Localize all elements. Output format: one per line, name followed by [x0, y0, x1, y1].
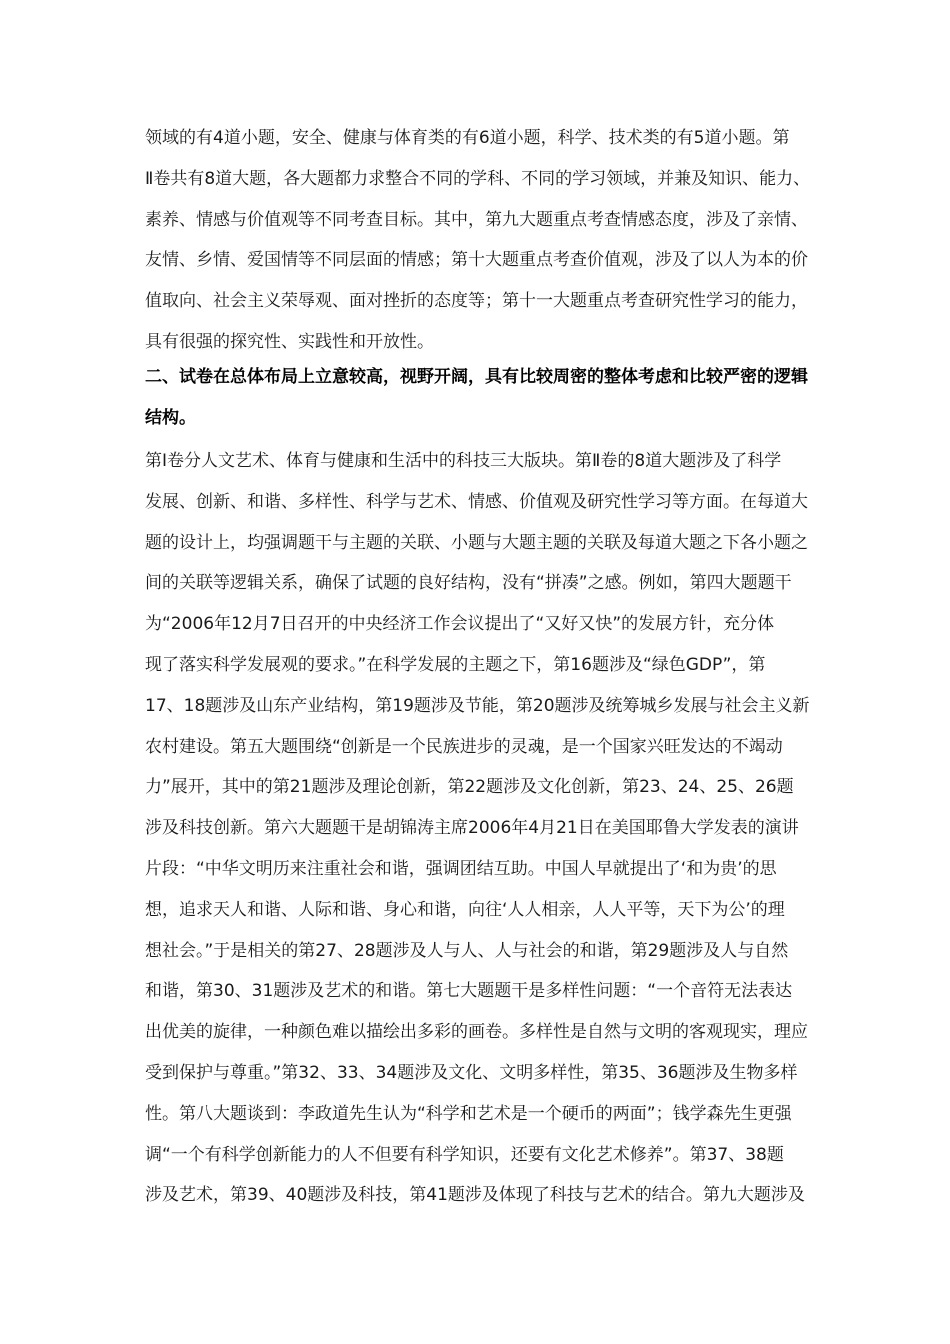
text-line: 友情、乡情、爱国情等不同层面的情感；第十大题重点考查价值观，涉及了以人为本的价: [145, 250, 808, 271]
text-line: 为“2006年12月7日召开的中央经济工作会议提出了“又好又快”的发展方针，充分体: [145, 614, 775, 635]
heading-line: 结构。: [145, 407, 196, 428]
text-line: 发展、创新、和谐、多样性、科学与艺术、情感、价值观及研究性学习等方面。在每道大: [145, 491, 808, 512]
text-line: 想社会。”于是相关的第27、28题涉及人与人、人与社会的和谐，第29题涉及人与自然: [145, 940, 789, 961]
text-line: 17、18题涉及山东产业结构，第19题涉及节能，第20题涉及统筹城乡发展与社会主义新: [145, 695, 810, 716]
text-line: 值取向、社会主义荣辱观、面对挫折的态度等；第十一大题重点考查研究性学习的能力，: [145, 291, 808, 312]
text-line: 性。第八大题谈到：李政道先生认为“科学和艺术是一个硬币的两面”；钱学森先生更强: [145, 1103, 792, 1124]
text-line: 调“一个有科学创新能力的人不但要有科学知识，还要有文化艺术修养”。第37、38题: [145, 1144, 784, 1165]
section-heading-2: [145, 357, 825, 439]
text-line: 片段：“中华文明历来注重社会和谐，强调团结互助。中国人早就提出了‘和为贵’的思: [145, 858, 777, 879]
text-line: 具有很强的探究性、实践性和开放性。: [145, 331, 434, 352]
text-line: 农村建设。第五大题围绕“创新是一个民族进步的灵魂，是一个国家兴旺发达的不竭动: [145, 736, 783, 757]
text-line: 出优美的旋律，一种颜色难以描绘出多彩的画卷。多样性是自然与文明的客观现实，理应: [145, 1022, 808, 1043]
text-line: 涉及艺术，第39、40题涉及科技，第41题涉及体现了科技与艺术的结合。第九大题涉及: [145, 1185, 805, 1206]
text-line: 现了落实科学发展观的要求。”在科学发展的主题之下，第16题涉及“绿色GDP”，第: [145, 654, 766, 675]
text-line: Ⅱ卷共有8道大题，各大题都力求整合不同的学科、不同的学习领域，并兼及知识、能力、: [145, 168, 811, 189]
text-line: 和谐，第30、31题涉及艺术的和谐。第七大题题干是多样性问题：“一个音符无法表达: [145, 981, 793, 1002]
paragraph-question-distribution: [145, 118, 825, 363]
text-line: 涉及科技创新。第六大题题干是胡锦涛主席2006年4月21日在美国耶鲁大学发表的演讲: [145, 818, 799, 839]
text-line: 间的关联等逻辑关系，确保了试题的良好结构，没有“拼凑”之感。例如，第四大题题干: [145, 573, 792, 594]
text-line: 想，追求天人和谐、人际和谐、身心和谐，向往‘人人相亲，人人平等，天下为公’的理: [145, 899, 785, 920]
paragraph-overall-layout: [145, 441, 825, 1216]
text-line: 素养、情感与价值观等不同考查目标。其中，第九大题重点考查情感态度，涉及了亲情、: [145, 209, 808, 230]
text-line: 力”展开，其中的第21题涉及理论创新，第22题涉及文化创新，第23、24、25、26题: [145, 777, 794, 798]
text-line: 题的设计上，均强调题干与主题的关联、小题与大题主题的关联及每道大题之下各小题之: [145, 532, 808, 553]
text-line: 领域的有4道小题，安全、健康与体育类的有6道小题，科学、技术类的有5道小题。第: [145, 128, 790, 148]
heading-line: 二、试卷在总体布局上立意较高，视野开阔，具有比较周密的整体考虑和比较严密的逻辑: [145, 367, 808, 387]
text-line: 受到保护与尊重。”第32、33、34题涉及文化、文明多样性，第35、36题涉及生物多样: [145, 1062, 798, 1083]
text-line: 第Ⅰ卷分人文艺术、体育与健康和生活中的科技三大版块。第Ⅱ卷的8道大题涉及了科学: [145, 451, 782, 471]
